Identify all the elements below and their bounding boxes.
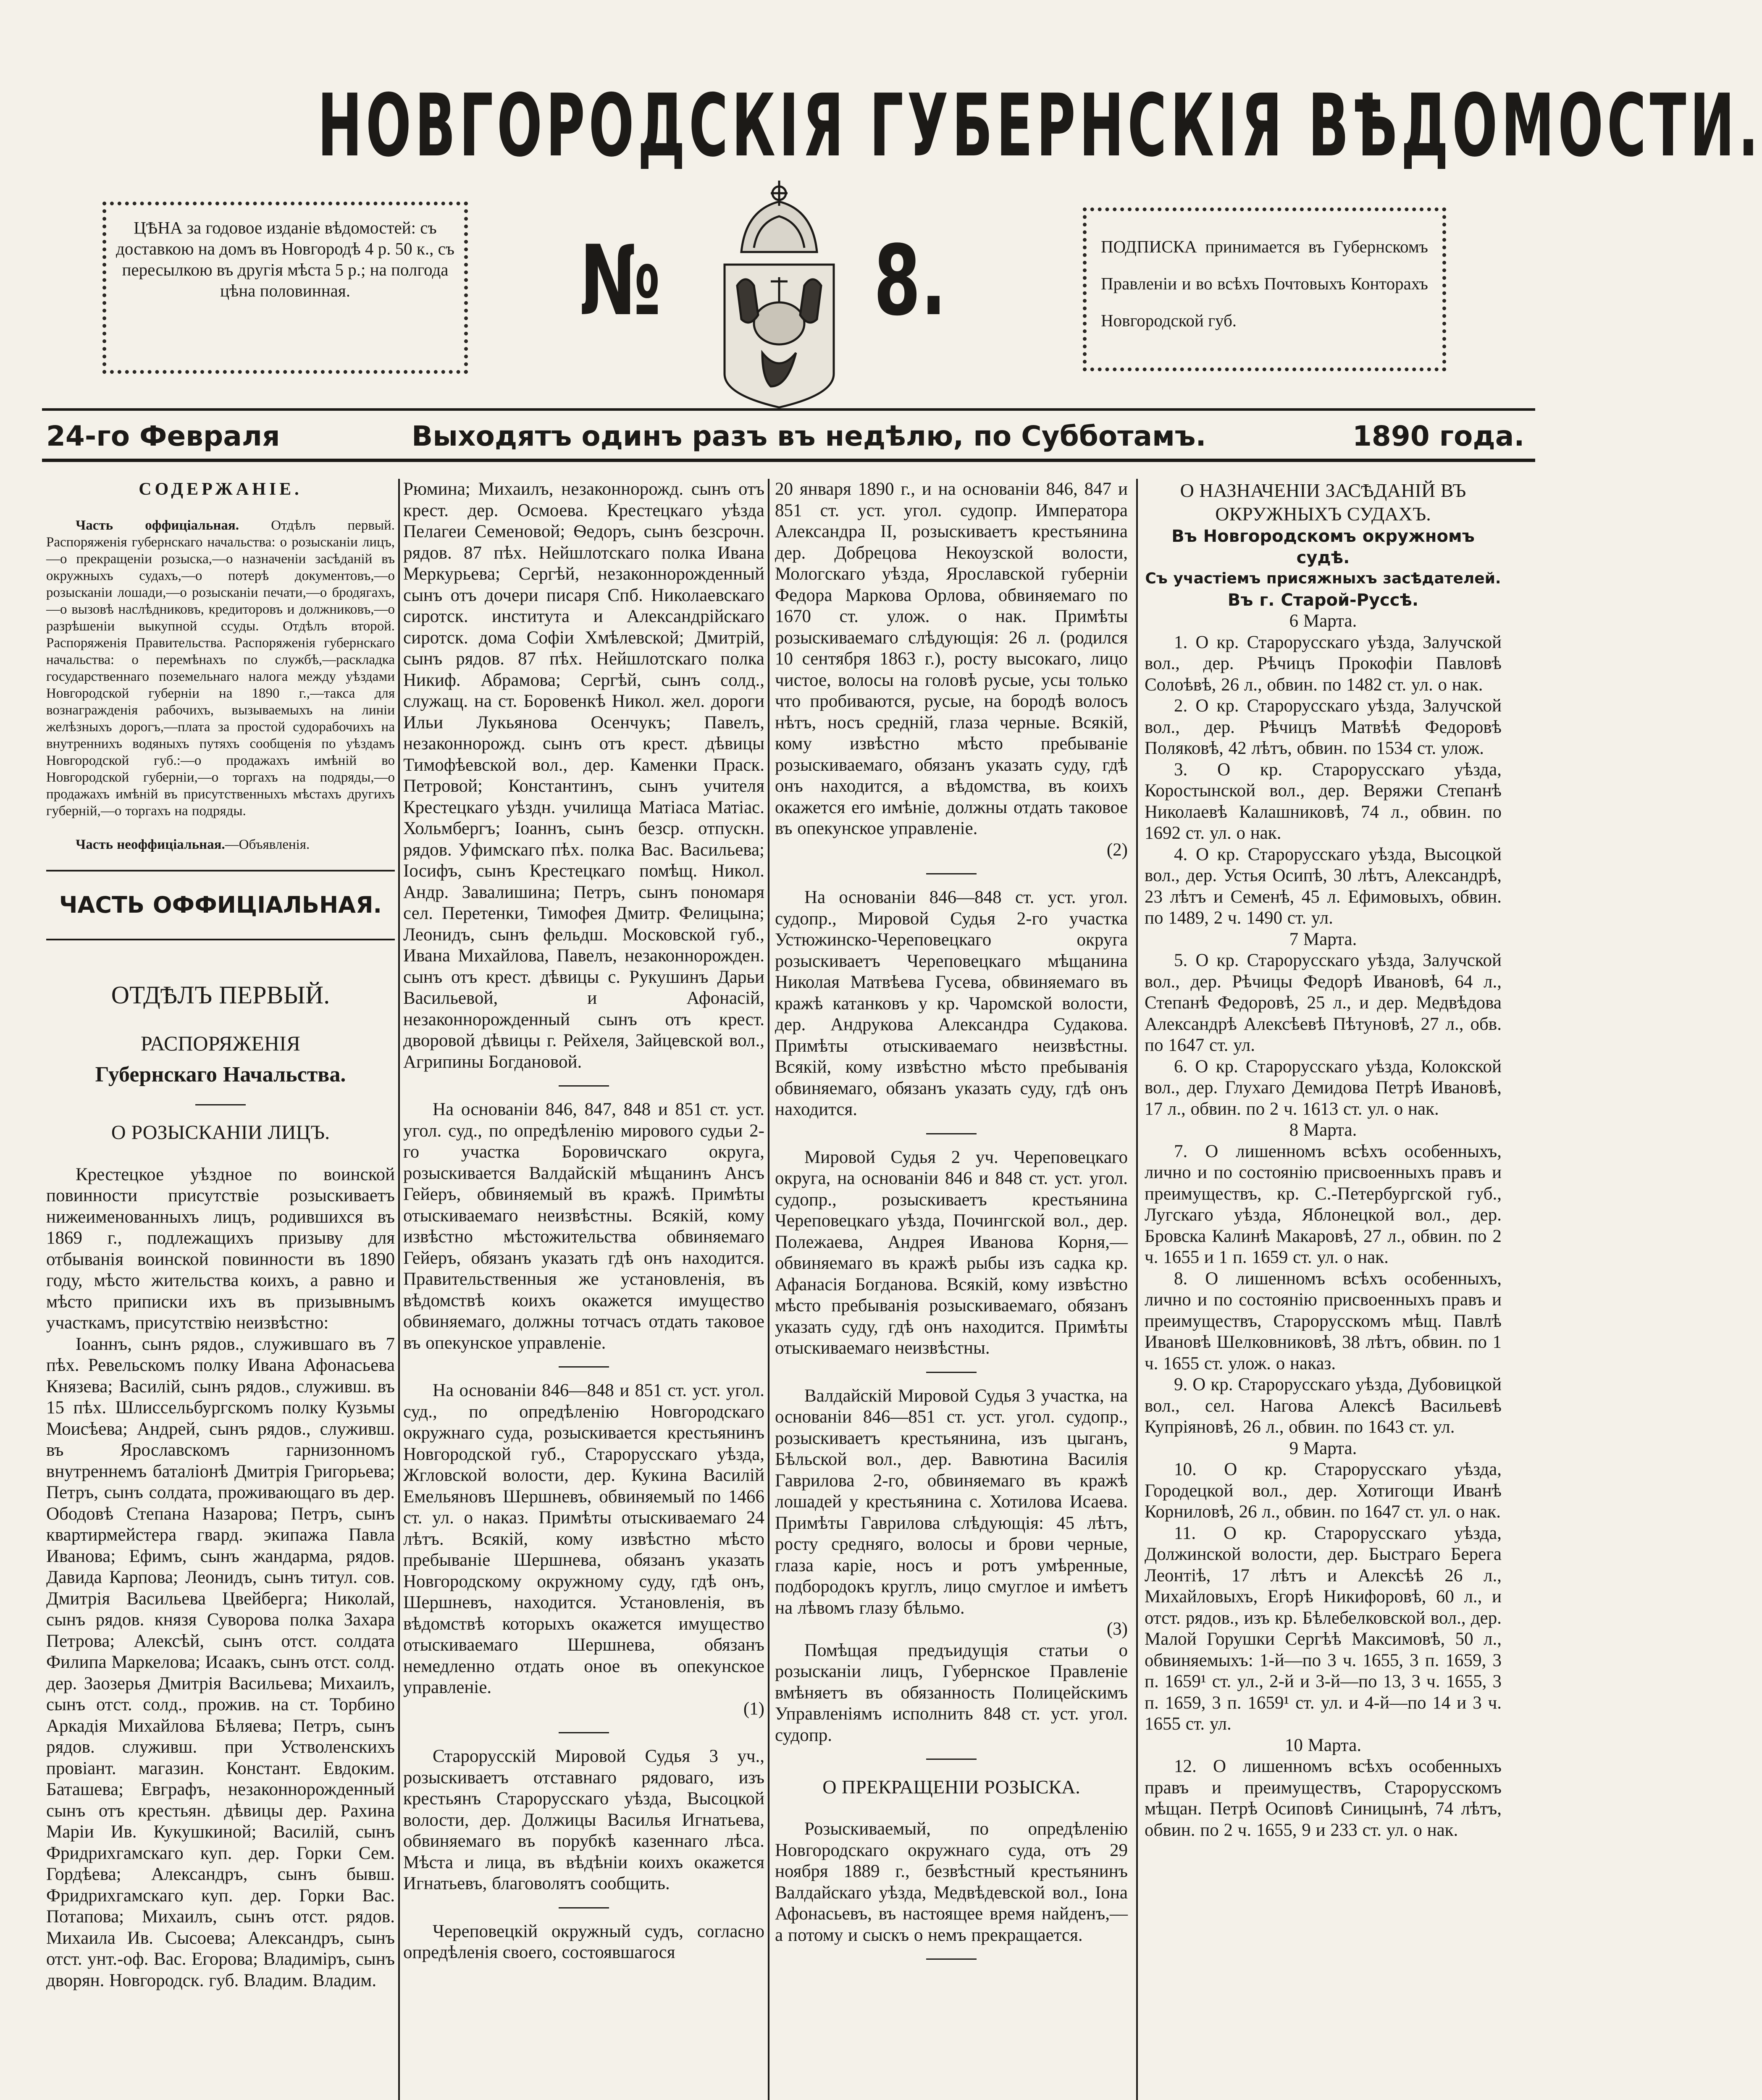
contents-unofficial-body: —Объявленія. [225,837,310,852]
column-rule [768,479,769,2100]
separator [926,1759,977,1760]
issue-date: 24-го Февраля [46,420,280,452]
department-heading: ОТДѢЛЪ ПЕРВЫЙ. [111,981,330,1009]
separator [926,1372,977,1373]
session-date: 7 Марта. [1289,929,1357,949]
search-stopped-heading: О ПРЕКРАЩЕНІИ РОЗЫСКА. [822,1776,1080,1798]
article-number: (1) [743,1698,764,1719]
article-number: (2) [1106,840,1128,860]
town-name: Въ г. Старой-Руссѣ. [1227,590,1419,610]
contents-unofficial [46,836,395,853]
case-item: 6. О кр. Старорусскаго уѣзда, Колокской вол., дер. Глухаго Демидова Петрѣ Ивановѣ, 17 л., обвин. по 2 ч. 1613 ст. ул. о нак. [1145,1056,1502,1119]
article-paragraph: На основаніи 846—848 и 851 ст. уст. угол. суд., по опредѣленію Новгородскаго окружнаго суда, розыскивается крестьянинъ Новгородской губ., Старорусскаго уѣзда, Жгловской волости, дер. Кукина Василій Емельяновъ Шершневъ, обвиняемый по 1466 ст. ул. о наказ. Примѣты отыскиваемаго 24 лѣтъ. Всякій, кому извѣстно мѣсто пребываніе Шершнева, обязанъ указать Новгородскому окружному суду, гдѣ онъ, Шершневъ, находится. Установленія, въ вѣдомствѣ которыхъ окажется имущество отыскиваемаго Шершнева, обязанъ немедленно отдать оное въ опекунское управленіе. [403,1381,764,1697]
newspaper-title: НОВГОРОДСКІЯ ГУБЕРНСКІЯ ВѢДОМОСТИ. [317,76,1762,176]
column-4 [1145,479,1502,2100]
case-item: 5. О кр. Старорусскаго уѣзда, Залучской вол., дер. Рѣчицы Федорѣ Ивановѣ, 64 л., Степанѣ Федоровѣ, 25 л., и дер. Медвѣдова Александрѣ Алексѣевѣ Пѣтуновѣ, 27 л., обв. по 1647 ст. ул. [1145,950,1502,1055]
contents-official-label: Часть оффиціальная. [76,517,239,533]
search-heading: О РОЗЫСКАНІИ ЛИЦЪ. [111,1121,330,1144]
article-paragraph: Помѣщая предъидущія статьи о розысканіи лицъ, Губернское Правленіе вмѣняетъ въ обязанность Полицейскимъ Управленіямъ исполнить 848 ст. уст. угол. судопр. [775,1640,1128,1745]
dateline [42,420,1537,458]
case-item: 11. О кр. Старорусскаго уѣзда, Должинской волости, дер. Быстраго Берега Леонтіѣ, 17 лѣтъ и Алексѣѣ 26 л., Михайловыхъ, Егорѣ Никифоровѣ, 60 л., и отст. рядов., изъ кр. Бѣлебелковской вол., дер. Малой Горушки Сергѣѣ Максимовѣ, 50 л., обвиняемыхъ: 1-й—по 3 ч. 1655, 3 п. 1659, 3 п. 1659¹ ст. ул., 2-й и 3-й—по 13, 3 ч. 1655, 3 п. 1659, 3 п. 1659¹ ст. ул. и 4-й—по 14 и 3 ч. 1655 ст. ул. [1145,1523,1502,1734]
article-paragraph: Валдайскій Мировой Судья 3 участка, на основаніи 846—851 ст. уст. угол. судопр., розыскиваетъ крестьянина, изъ цыганъ, Бѣльской вол., дер. Вавютина Василія Гаврилова 2-го, обвиняемаго въ кражѣ лошадей у крестьянина с. Хотилова Исаева. Примѣты Гаврилова слѣдующія: 45 лѣтъ, росту средняго, волосы и брови черные, глаза каріе, носъ и ротъ умѣренные, подбородокъ круглъ, лицо смуглое и имѣетъ на лѣвомъ глазу бѣльмо. [775,1386,1128,1618]
article-paragraph: Розыскиваемый, по опредѣленію Новгородскаго окружнаго суда, отъ 29 ноября 1889 г., безвѣстный крестьянинъ Валдайскаго уѣзда, Медвѣдевской вол., Іона Афонасьевъ, въ настоящее время найденъ,—а потому и сыскъ о немъ прекращается. [775,1819,1128,1945]
session-date: 8 Марта. [1289,1120,1357,1140]
case-item: 1. О кр. Старорусскаго уѣзда, Залучской вол., дер. Рѣчицъ Прокофіи Павловѣ Солоѣвѣ, 26 л., обвин. по 1482 ст. ул. о нак. [1145,632,1502,695]
subscription-box: ПОДПИСКА принимается въ Губернскомъ Правленіи и во всѣхъ Почтовыхъ Конторахъ Новгородской губ. [1083,207,1446,371]
session-date: 6 Марта. [1289,611,1357,631]
separator [926,1133,977,1134]
session-date: 10 Марта. [1284,1735,1362,1755]
novgorod-coat-of-arms-icon [712,176,846,412]
issue-number: 8. [874,225,947,337]
contents-unofficial-label: Часть неоффиціальная. [76,837,225,852]
column-1 [46,479,395,2100]
price-box: ЦѢНА за годовое изданіе вѣдомостей: съ доставкою на домъ въ Новгородѣ 4 р. 50 к., съ пересылкою въ другія мѣста 5 р.; на полгода цѣна половинная. [102,202,468,374]
separator [559,1085,609,1087]
article-paragraph: На основаніи 846, 847, 848 и 851 ст. уст. угол. суд., по опредѣленію мирового судьи 2-го участка Боровичскаго округа, розыскивается Валдайскій мѣщанинъ Ансъ Гейеръ, обвиняемый въ кражѣ. Примѣты отыскиваемаго неизвѣстны. Всякій, кому извѣстно мѣстожительства обвиняемаго Гейеръ, обязанъ указать гдѣ онъ находится. Правительственныя же установленія, въ вѣдомствѣ коихъ окажется имущество обвиняемаго, должны тотчасъ отдать таковое въ опекунское управленіе. [403,1100,764,1353]
article-paragraph: Крестецкое уѣздное по воинской повинности присутствіе розыскиваетъ нижеименованныхъ лицъ, родившихся въ 1869 г., подлежащихъ призыву для отбыванія воинской повинности въ 1890 году, мѣсто жительства коихъ, а равно и мѣсто приписки ихъ въ призывнымъ участкамъ, присутствію неизвѣстно: [46,1164,395,1333]
column-rule [398,479,400,2100]
article-paragraph: Мировой Судья 2 уч. Череповецкаго округа, на основаніи 846 и 848 ст. уст. угол. судопр., розыскиваетъ крестьянина Череповецкаго уѣзда, Почингской вол., дер. Полежаева, Андрея Иванова Корня,—обвиняемаго въ кражѣ рыбы изъ садка кр. Афанасія Богданова. Всякій, кому извѣстно мѣсто пребыванія розыскиваемаго, обязанъ указать суду, гдѣ онъ находится. Примѣты отыскиваемаго неизвѣстны. [775,1147,1128,1358]
case-item: 2. О кр. Старорусскаго уѣзда, Залучской вол., дер. Рѣчицъ Матвѣѣ Федоровѣ Поляковѣ, 42 лѣтъ, обвин. по 1534 ст. улож. [1145,696,1502,758]
separator [195,1104,246,1105]
column-2 [403,479,764,2100]
column-3 [775,479,1128,2100]
contents-heading: СОДЕРЖАНІЕ. [139,480,302,499]
official-part-heading: ЧАСТЬ ОФФИЦІАЛЬНАЯ. [59,891,382,918]
separator [559,1907,609,1908]
session-date: 9 Марта. [1289,1438,1357,1458]
case-item: 4. О кр. Старорусскаго уѣзда, Высоцкой вол., дер. Устья Осипѣ, 30 лѣтъ, Александрѣ, 23 лѣтъ и Семенѣ, 45 л. Ефимовыхъ, обвин. по 1489, 2 ч. 1490 ст. ул. [1145,844,1502,928]
case-item: 7. О лишенномъ всѣхъ особенныхъ, лично и по состоянію присвоенныхъ правъ и преимуществъ, кр. С.-Петербургской губ., Лугскаго уѣзда, Яблонецкой вол., дер. Бровска Калинѣ Макаровѣ, 27 л., обвин. по 2 ч. 1655 и 1 п. 1659 ст. ул. о нак. [1145,1141,1502,1267]
orders-heading: РАСПОРЯЖЕНІЯ [140,1031,301,1055]
case-item: 3. О кр. Старорусскаго уѣзда, Коростынской вол., дер. Веряжи Степанѣ Николаевѣ Калашниковѣ, 74 л., обвин. по 1692 ст. ул. о нак. [1145,759,1502,843]
article-paragraph: Череповецкій окружный судъ, согласно опредѣленія своего, состоявшагося [403,1921,764,1962]
separator [926,873,977,874]
case-item: 8. О лишенномъ всѣхъ особенныхъ, лично и по состоянію присвоенныхъ правъ и преимуществъ, Старорусскомъ мѣщ. Павлѣ Ивановѣ Шелковниковѣ, 38 лѣтъ, обвин. по 1 ч. 1655 ст. улож. о наказ. [1145,1268,1502,1373]
contents-official-body: Отдѣлъ первый. Распоряженія губернскаго начальства: о розысканіи лицъ,—о прекращеніи розыска,—о назначеніи засѣданій въ окружныхъ судахъ,—о потерѣ документовъ,—о розысканіи лошади,—о розысканіи печати,—о бродягахъ,—о вызовѣ наслѣдниковъ, кредиторовъ и должниковъ,—о разрѣшеніи выкупной ссуды. Отдѣлъ второй. Распоряженія Правительства. Распоряженія губернскаго начальства: о перемѣнахъ по службѣ,—раскладка государственнаго поземельнаго налога между уѣздами Новгородской губерніи на 1890 г.,—такса для вознагражденія рабочихъ, вызываемыхъ на линіи желѣзныхъ дорогъ,—плата за простой судорабочихъ на внутреннихъ водяныхъ путяхъ сообщенія по уѣздамъ Новгородской губ.:—о продажахъ имѣній во Новгородской губерніи,—о торгахъ на подряды,—о продажахъ имѣній въ присутственныхъ мѣстахъ другихъ губерній,—о торгахъ на подряды. [46,517,395,819]
court-sessions-heading: О НАЗНАЧЕНІИ ЗАСѢДАНІЙ ВЪ ОКРУЖНЫХЪ СУДАХЪ. [1180,480,1466,525]
publication-frequency: Выходятъ одинъ разъ въ недѣлю, по Субботамъ. [412,420,1206,452]
dateline-rule [42,459,1535,462]
case-item: 12. О лишенномъ всѣхъ особенныхъ правъ и преимуществъ, Старорусскомъ мѣщан. Петрѣ Осиповѣ Синицынѣ, 74 лѣтъ, обвин. по 2 ч. 1655, 9 и 233 ст. ул. о нак. [1145,1756,1502,1840]
issue-year: 1890 года. [1352,420,1525,452]
article-paragraph: На основаніи 846—848 ст. уст. угол. судопр., Мировой Судья 2-го участка Устюжинско-Череповецкаго округа розыскиваетъ Череповецкаго мѣщанина Николая Матвѣева Гусева, обвиняемаго въ кражѣ катанковъ у кр. Чаромской волости, дер. Андрукова Александра Судакова. Примѣты отыскиваемаго неизвѣстны. Всякій, кому извѣстно мѣсто пребыванія обвиняемаго, обязанъ указать суду, гдѣ онъ находится. [775,887,1128,1119]
court-name: Въ Новгородскомъ окружномъ судѣ. [1171,527,1475,567]
article-number: (3) [1106,1619,1128,1639]
case-item: 9. О кр. Старорусскаго уѣзда, Дубовицкой вол., сел. Нагова Алексѣ Васильевѣ Купріяновѣ, 26 л., обвин. по 1643 ст. ул. [1145,1375,1502,1437]
article-paragraph: 20 января 1890 г., и на основаніи 846, 847 и 851 ст. уст. угол. судопр. Императора Александра II, розыскиваетъ крестьянина дер. Добрецова Некоузской волости, Мологскаго уѣзда, Ярославской губерніи Федора Маркова Орлова, обвиняемаго по 1670 ст. улож. о нак. Примѣты розыскиваемаго слѣдующія: 26 л. (родился 10 сентября 1863 г.), росту высокаго, лицо чистое, волосы на головѣ русые, усы только что пробиваются, русые, на бородѣ волосъ нѣтъ, носъ средній, глаза черные. Всякій, кому извѣстно мѣсто пребываніе розыскиваемаго, обязанъ указать суду, гдѣ онъ находится, а вѣдомства, въ коихъ окажется его имѣніе, должны отдать таковое въ опекунское управленіе. [775,479,1128,838]
article-paragraph: Іоаннъ, сынъ рядов., служившаго въ 7 пѣх. Ревельскомъ полку Ивана Афонасьева Князева; Василій, сынъ рядов., служивш. въ 15 пѣх. Шлиссельбургскомъ полку Кузьмы Моисѣева; Андрей, сынъ рядов., служивш. въ Ярославскомъ гарнизонномъ внутреннемъ баталіонѣ Дмитрія Григорьева; Петръ, сынъ солдата, проживающаго въ дер. Ободовѣ Степана Назарова; Петръ, сынъ квартирмейстера гвард. экипажа Павла Иванова; Ефимъ, сынъ жандарма, рядов. Давида Карпова; Леонидъ, сынъ титул. сов. Дмитрія Васильева Цвейберга; Николай, сынъ рядов. князя Суворова полка Захара Петрова; Алексѣй, сынъ отст. солдата Филипа Маркелова; Исаакъ, сынъ отст. солд. дер. Заозерья Дмитрія Васильева; Михаилъ, сынъ отст. солд., прожив. на ст. Торбино Аркадія Михайлова Бѣляева; Петръ, сынъ рядов. служивш. при Устволенскихъ провіант. магазин. Констант. Евдоким. Баташева; Евграфъ, незаконнорожденный сынъ отъ крестьян. дѣвицы дер. Рахина Маріи Ив. Кукушкиной; Василій, сынъ Фридрихгамскаго куп. дер. Горки Сем. Гордѣева; Александръ, сынъ бывш. Фридрихгамскаго куп. дер. Горки Вас. Потапова; Михаилъ, сынъ отст. рядов. Михаила Ив. Сысоева; Александръ, сынъ отст. унт.-оф. Вас. Егорова; Владиміръ, сынъ дворян. Новгородск. губ. Владим. Владим. [46,1334,395,1990]
top-rule [42,408,1535,411]
separator [559,1366,609,1368]
governor-heading: Губернскаго Начальства. [95,1062,346,1087]
separator [559,1732,609,1733]
jury-note: Съ участіемъ присяжныхъ засѣдателей. [1145,570,1501,587]
separator [926,1958,977,1960]
case-item: 10. О кр. Старорусскаго уѣзда, Городецкой вол., дер. Хотигощи Иванѣ Корниловѣ, 26 л., обвин. по 1647 ст. ул. о нак. [1145,1460,1502,1522]
article-paragraph: Старорусскій Мировой Судья 3 уч., розыскиваетъ отставнаго рядоваго, изъ крестьянъ Старорусскаго уѣзда, Высоцкой волости, дер. Должицы Василья Игнатьева, обвиняемаго въ порубкѣ казеннаго лѣса. Мѣста и лица, въ вѣдѣніи коихъ окажется Игнатьевъ, благоволятъ сообщить. [403,1746,764,1893]
number-sign: № [580,225,661,337]
column-rule [1136,479,1138,2100]
contents-official [46,517,395,819]
article-paragraph: Рюмина; Михаилъ, незаконнорожд. сынъ отъ крест. дер. Осмоева. Крестецкаго уѣзда Пелагеи Семеновой; Ѳедоръ, сынъ безсрочн. рядов. 87 пѣх. Нейшлотскаго полка Ивана Меркурьева; Сергѣй, незаконнорожденный сынъ отъ дочери писаря Спб. Николаевскаго сиротск. института и Александрійскаго сиротск. дома Софіи Хмѣлевской; Дмитрій, сынъ рядов. 87 пѣх. Нейшлотскаго полка Никиф. Абрамова; Сергѣй, сынъ солд., служащ. на ст. Боровенкѣ Никол. жел. дороги Ильи Лукьянова Осенчукъ; Павелъ, незаконнорожд. сынъ отъ крест. дѣвицы Тимофѣевской вол., дер. Каменки Праск. Петровой; Константинъ, сынъ учителя Крестецкаго уѣздн. училища Матіаса Матіас. Хольмбергъ; Іоаннъ, сынъ безср. отпускн. рядов. Уфимскаго пѣх. полка Вас. Васильева; Іосифъ, сынъ Крестецкаго помѣщ. Никол. Андр. Завалишина; Петръ, сынъ пономаря сел. Перетенки, Тимофея Дмитр. Фелицына; Леонидъ, сынъ фельдш. Московской губ., Ивана Михайлова, Павелъ, незаконнорожден. сынъ отъ крест. дѣвицы с. Рукушинъ Дарьи Васильевой, и Афонасій, незаконнорожденный сынъ отъ крест. дворовой дѣвицы г. Рейхеля, Зайцевской вол., Агрипины Богдановой. [403,479,764,1072]
